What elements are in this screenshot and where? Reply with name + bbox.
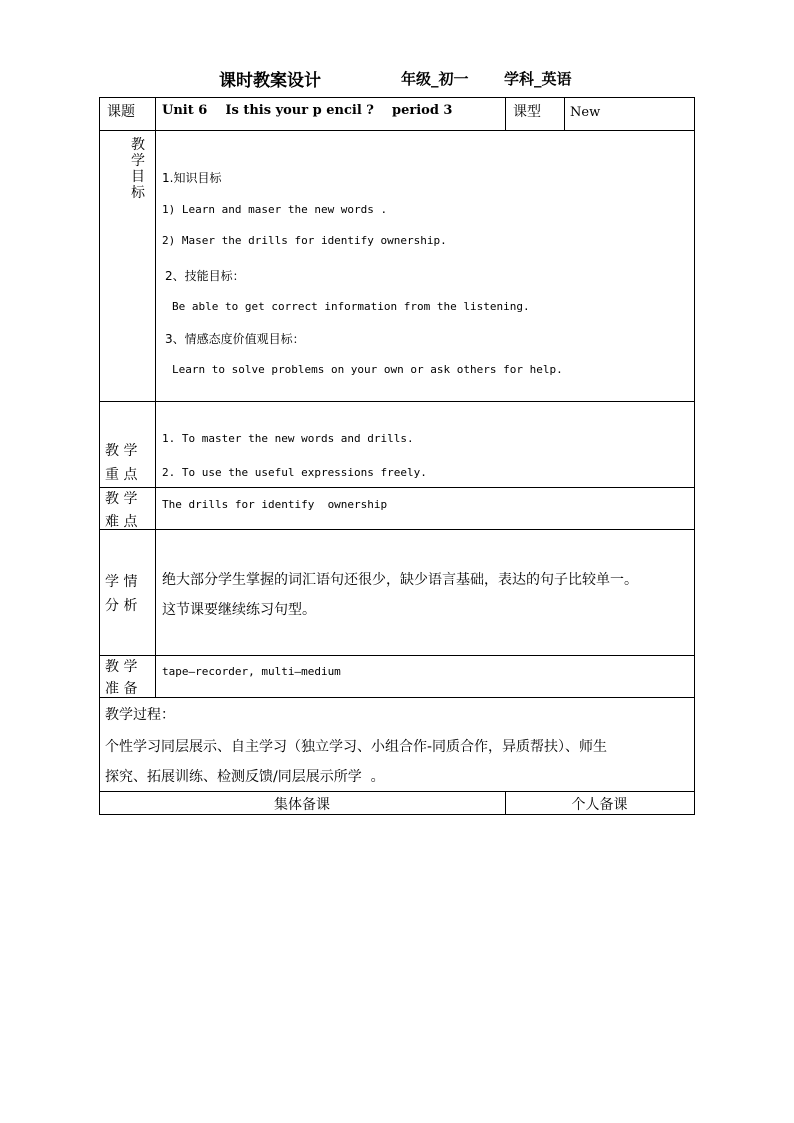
table-border-right [694,97,695,815]
personal-prep-header: 个人备课 [571,797,628,813]
row-divider [99,529,695,530]
objective-item: 2、技能目标： [165,269,245,283]
preparation-value: tape—recorder, multi—medium [162,665,341,678]
preparation-label-line2: 准 备 [105,681,138,697]
table-border-bottom [99,814,695,815]
collective-prep-header: 集体备课 [274,797,330,813]
page-header [0,66,794,92]
key-point-item: 2. To use the useful expressions freely. [162,466,427,479]
objective-item: 1) Learn and maser the new words . [162,203,388,216]
topic-value: Unit 6 Is this your p encil ? period 3 [162,103,453,118]
row-divider [99,401,695,402]
analysis-line2: 这节课要继续练习句型。 [162,602,316,618]
difficulties-label-line1: 教 学 [105,491,138,507]
type-divider [564,97,565,130]
analysis-label-line2: 分 析 [105,598,138,614]
row-divider [99,655,695,656]
objectives-label: 教学目标 [131,137,145,201]
analysis-label-line1: 学 情 [105,574,138,590]
row-divider [99,697,695,698]
key-points-label-line1: 教 学 [105,443,138,459]
row-divider [99,791,695,792]
topic-label: 课题 [107,104,135,120]
analysis-line1: 绝大部分学生掌握的词汇语句还很少，缺少语言基础，表达的句子比较单一。 [162,572,638,588]
process-line1: 个性学习同层展示、自主学习（独立学习、小组合作-同质合作，异质帮扶）、师生 [105,739,608,755]
page-title: 课时教案设计 [219,71,321,91]
table-border-left [99,97,100,815]
difficulties-label-line2: 难 点 [105,514,138,530]
difficulties-value: The drills for identify ownership [162,498,388,511]
objective-item: 3、情感态度价值观目标： [165,332,305,346]
row-divider [99,130,695,131]
objective-item: Learn to solve problems on your own or ask others for help. [172,363,563,376]
table-border-top [99,97,695,98]
row-divider [99,487,695,488]
key-points-label-line2: 重 点 [105,467,138,483]
lesson-type-label: 课型 [513,104,541,120]
preparation-label-line1: 教 学 [105,659,138,675]
label-column-divider [155,97,156,697]
subject-field: 学科_英语 [504,70,572,88]
lesson-type-value: New [570,105,601,120]
objective-item: 1.知识目标 [162,171,222,185]
objective-item: Be able to get correct information from the listening. [172,300,530,313]
process-line2: 探究、拓展训练、检测反馈/同层展示所学 。 [105,769,385,785]
lesson-plan-table [99,97,695,815]
key-point-item: 1. To master the new words and drills. [162,432,414,445]
grade-field: 年级_初一 [401,70,469,88]
process-heading: 教学过程： [105,707,175,723]
objective-item: 2) Maser the drills for identify ownership. [162,234,447,247]
topic-divider [505,97,506,130]
